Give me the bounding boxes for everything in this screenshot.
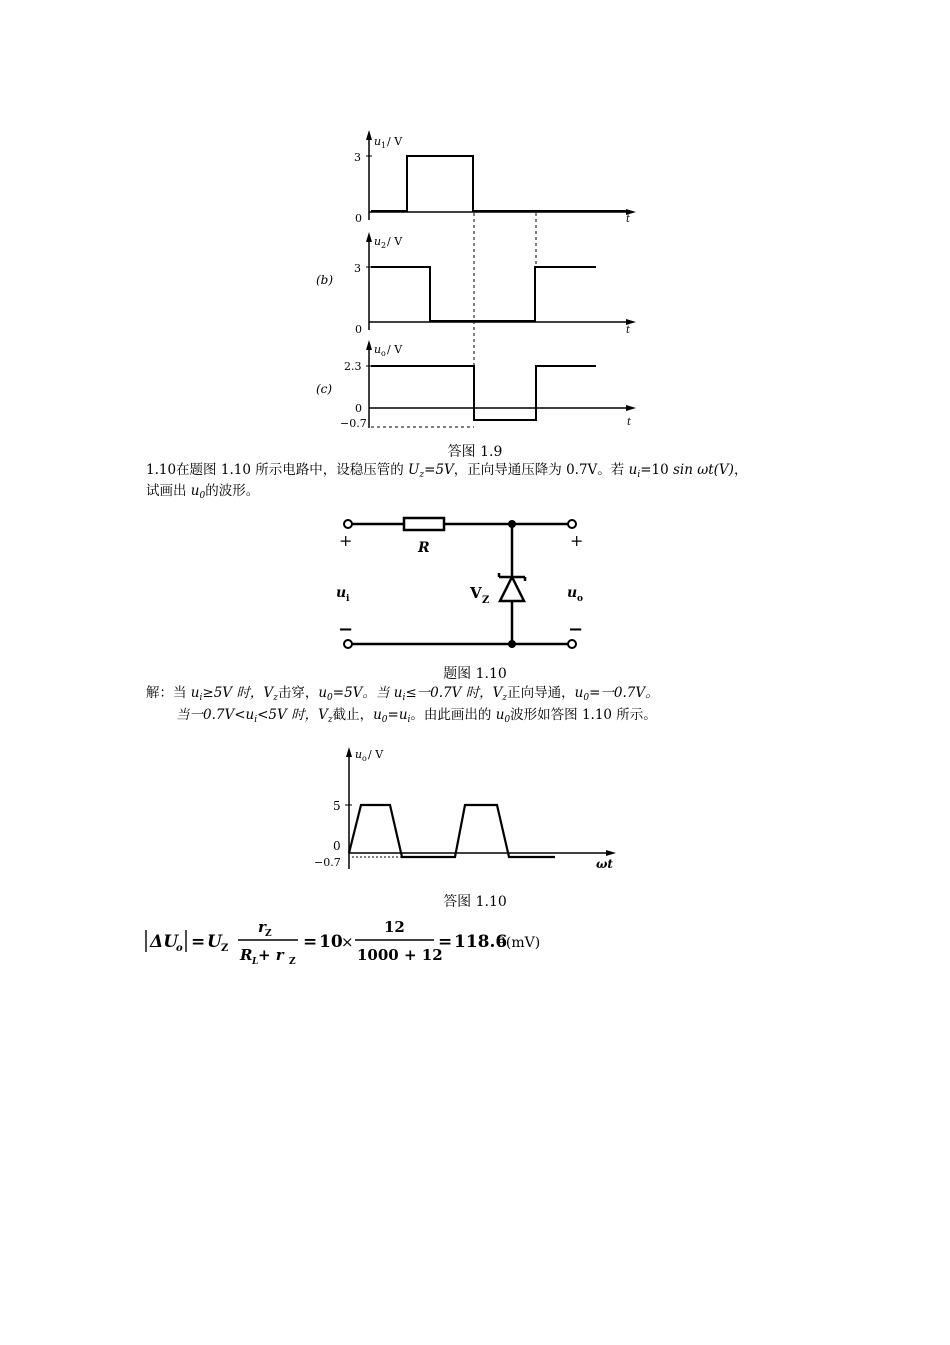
u2-waveform — [371, 267, 596, 321]
ui-label: u — [336, 585, 347, 601]
formula-lhs-sub: o — [176, 943, 183, 954]
uo-t-label: t — [627, 417, 632, 428]
formula-times: × — [341, 933, 354, 951]
u2-axis-label: u — [374, 235, 382, 248]
formula-unit: 9(mV) — [497, 935, 541, 951]
zener-diode-vz — [499, 573, 525, 601]
ui-sub: i — [346, 594, 350, 604]
fig110-tick-neg: −0.7 — [314, 856, 341, 869]
formula-delta-uo — [0, 910, 950, 970]
fig110-axis-sub: o — [362, 754, 367, 763]
u1-axis-label: u — [374, 135, 382, 148]
formula-uz: U — [207, 932, 222, 952]
formula-eq3: = — [438, 932, 453, 952]
out-minus: − — [568, 619, 584, 640]
in-plus: + — [339, 531, 353, 550]
formula-den1-sub: L — [252, 957, 259, 967]
formula-uz-sub: Z — [221, 943, 229, 954]
terminal-in-top — [344, 520, 352, 528]
uo-axis-unit: / V — [387, 343, 403, 356]
u1-tick-3: 3 — [354, 151, 361, 164]
formula-den1: R — [240, 946, 253, 964]
figure-1-10-caption: 答图 1.10 — [443, 894, 507, 910]
formula-den2: 1000 + 12 — [357, 946, 443, 964]
figure-1-9 — [0, 0, 950, 460]
uo-axis-sub: o — [381, 349, 386, 358]
vz-label: V — [470, 584, 482, 602]
u2-t-label: t — [626, 325, 631, 336]
fig110-axis-label: u — [355, 748, 363, 761]
problem-1-10-line1: 1.10在题图 1.10 所示电路中，设稳压管的 $U_z=5V$，正向导通压降为 0.7V。若 $u_i=10$ sin ωt(V)， — [146, 462, 748, 480]
terminal-in-bottom — [344, 640, 352, 648]
vz-sub: Z — [482, 595, 490, 606]
figure-1-9-caption: 答图 1.9 — [447, 444, 503, 460]
u1-t-label: t — [626, 214, 631, 225]
formula-result: 118.6 — [454, 932, 508, 952]
resistor-label: R — [418, 540, 430, 556]
panel-c-label: (c) — [316, 382, 333, 396]
formula-eq1: = — [191, 932, 206, 952]
u2-axis-unit: / V — [387, 235, 403, 248]
uo-label: u — [567, 585, 578, 601]
fig110-tick-0: 0 — [333, 839, 341, 853]
uo-waveform — [371, 366, 596, 420]
circuit-1-10-caption: 题图 1.10 — [443, 666, 507, 682]
uo-axis-label: u — [374, 343, 382, 356]
formula-ten: 10 — [319, 932, 343, 952]
terminal-out-bottom — [568, 640, 576, 648]
uo-tick-0: 0 — [355, 402, 362, 415]
u1-tick-0: 0 — [355, 212, 362, 225]
u2-tick-0: 0 — [355, 323, 362, 336]
formula-den1-plus: + r — [258, 946, 284, 964]
u1-waveform — [371, 156, 630, 211]
out-plus: + — [570, 531, 584, 550]
formula-lhs: ΔU — [150, 932, 179, 952]
fig110-tick-5: 5 — [333, 799, 341, 813]
formula-num1-sub: Z — [265, 929, 272, 939]
in-minus: − — [338, 619, 354, 640]
problem-1-10-line2: 试画出 $u_0$的波形。 — [146, 483, 260, 501]
formula-eq2: = — [303, 932, 318, 952]
solution-line1: 解：当 $u_i\ge 5V$ 时，$V_z$击穿，$u_0=5V$。当 $u_i\le$一0.7V 时，$V_z$正向导通，$u_0=$一0.7V。 — [146, 685, 659, 703]
panel-b-label: (b) — [316, 273, 334, 287]
figure-1-10 — [0, 735, 950, 885]
uo-tick-neg: −0.7 — [340, 417, 367, 430]
uo-waveform-110 — [349, 805, 555, 857]
problem-number: 1.10 — [146, 462, 177, 478]
u1-axis-sub: 1 — [381, 141, 387, 150]
circuit-1-10 — [0, 505, 950, 665]
formula-num2: 12 — [384, 918, 405, 936]
u2-axis-sub: 2 — [381, 241, 387, 250]
terminal-out-top — [568, 520, 576, 528]
u1-axis-unit: / V — [387, 135, 403, 148]
uo-tick-2-3: 2.3 — [344, 360, 362, 373]
fig110-xlabel: ωt — [596, 857, 613, 871]
formula-num1: r — [258, 918, 266, 936]
fig110-axis-unit: / V — [368, 748, 384, 761]
u2-tick-3: 3 — [354, 262, 361, 275]
uo-sub: o — [577, 594, 584, 604]
formula-den1-sub2: Z — [289, 957, 296, 967]
solution-line2: 当一$0.7V<u_i<5V$ 时，$V_z$截止，$u_0=u_i$。由此画出的 $u_0$波形如答图 1.10 所示。 — [176, 707, 657, 725]
resistor-r — [404, 518, 444, 530]
